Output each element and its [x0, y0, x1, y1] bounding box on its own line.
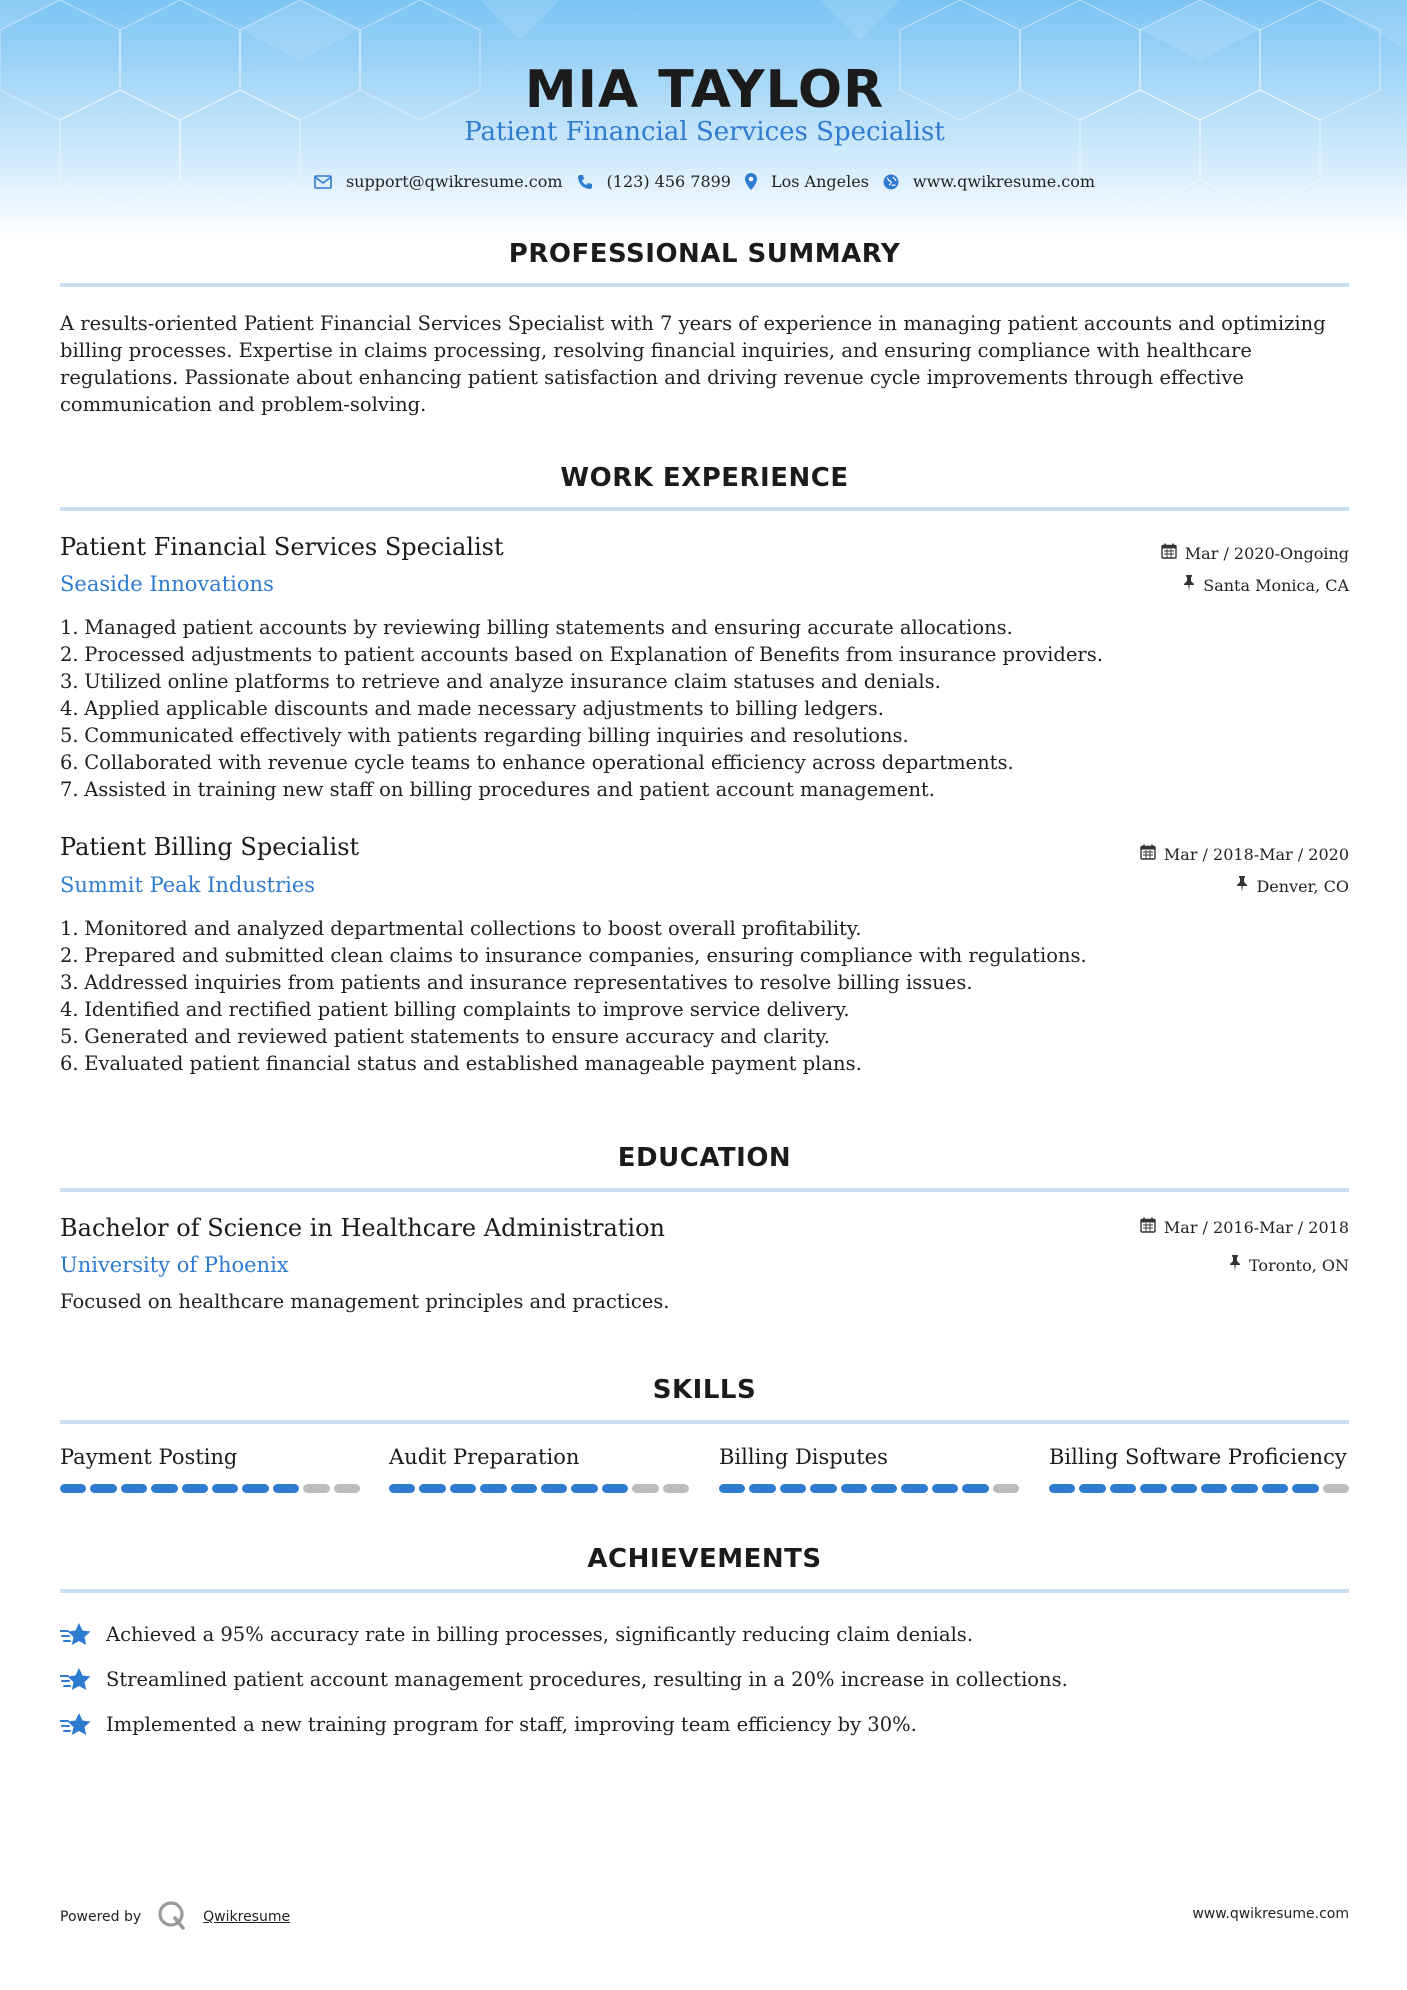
list-item: Achieved a 95% accuracy rate in billing processes, significantly reducing claim denials. [60, 1612, 1349, 1657]
list-item: 5. Generated and reviewed patient statements to ensure accuracy and clarity. [60, 1025, 830, 1048]
skill-level-bar [389, 1484, 689, 1493]
job-company: Summit Peak Industries [60, 873, 316, 897]
calendar-icon [1140, 844, 1156, 864]
skill-level-segment [632, 1484, 658, 1493]
skill-level-segment [511, 1484, 537, 1493]
achievements-divider [60, 1589, 1349, 1593]
calendar-icon [1140, 1217, 1156, 1237]
skill-level-segment [541, 1484, 567, 1493]
skill-level-segment [780, 1484, 806, 1493]
skill-level-segment [901, 1484, 927, 1493]
skill-level-segment [1140, 1484, 1166, 1493]
skill-level-segment [242, 1484, 268, 1493]
skill-level-segment [450, 1484, 476, 1493]
skill-item [719, 1445, 1019, 1493]
job-location-text: Denver, CO [1256, 876, 1349, 896]
job-location [1236, 876, 1349, 896]
education-dates [1140, 1217, 1349, 1237]
achievements-heading: ACHIEVEMENTS [587, 1544, 822, 1574]
degree-title: Bachelor of Science in Healthcare Administration [60, 1214, 665, 1242]
globe-icon [883, 174, 899, 190]
school-name: University of Phoenix [60, 1253, 289, 1277]
list-item: 1. Managed patient accounts by reviewing billing statements and ensuring accurate allocations. [60, 616, 1013, 639]
skill-level-segment [962, 1484, 988, 1493]
contact-phone[interactable] [577, 172, 731, 191]
skill-level-segment [841, 1484, 867, 1493]
qwikresume-logo-icon [157, 1900, 187, 1934]
location-text: Los Angeles [770, 172, 869, 191]
list-item: 4. Identified and rectified patient billing complaints to improve service delivery. [60, 998, 850, 1021]
skill-level-segment [1323, 1484, 1349, 1493]
skill-level-segment [749, 1484, 775, 1493]
list-item: 2. Processed adjustments to patient accounts based on Explanation of Benefits from insurance providers. [60, 643, 1103, 666]
skill-level-segment [1171, 1484, 1197, 1493]
education-heading: EDUCATION [617, 1143, 792, 1173]
skill-level-segment [932, 1484, 958, 1493]
candidate-title: Patient Financial Services Specialist [464, 117, 945, 147]
list-item: 4. Applied applicable discounts and made necessary adjustments to billing ledgers. [60, 697, 884, 720]
map-pin-icon [745, 173, 757, 190]
job-title: Patient Billing Specialist [60, 833, 360, 861]
job-company: Seaside Innovations [60, 572, 274, 596]
contact-bar [60, 172, 1349, 191]
list-item: 1. Monitored and analyzed departmental collections to boost overall profitability. [60, 917, 862, 940]
skill-level-segment [90, 1484, 116, 1493]
experience-heading: WORK EXPERIENCE [560, 463, 849, 493]
skill-level-bar [1049, 1484, 1349, 1493]
skill-level-segment [273, 1484, 299, 1493]
skill-level-segment [389, 1484, 415, 1493]
job-location-text: Santa Monica, CA [1203, 575, 1349, 595]
skill-item [1049, 1445, 1349, 1493]
skill-level-segment [60, 1484, 86, 1493]
skill-level-segment [1110, 1484, 1136, 1493]
email-text: support@qwikresume.com [345, 172, 563, 191]
skill-level-segment [419, 1484, 445, 1493]
footer-powered-by [60, 1900, 290, 1934]
skill-level-segment [993, 1484, 1019, 1493]
star-icon [60, 1622, 106, 1648]
list-item: 6. Collaborated with revenue cycle teams to enhance operational efficiency across departments. [60, 751, 1014, 774]
skill-level-segment [810, 1484, 836, 1493]
job-dates [1140, 844, 1349, 864]
skill-name: Payment Posting [60, 1445, 238, 1469]
skill-level-segment [182, 1484, 208, 1493]
list-item: 2. Prepared and submitted clean claims to insurance companies, ensuring compliance with regulations. [60, 944, 1087, 967]
achievements-list [60, 1612, 1349, 1747]
skills-divider [60, 1420, 1349, 1424]
pushpin-icon [1229, 1255, 1241, 1275]
job-location [1183, 575, 1349, 595]
summary-text: A results-oriented Patient Financial Services Specialist with 7 years of experience in managing patient accounts and optimizing billing processes. Expertise in claims processing, resolving financial inquiries, and ensuring compliance with healthcare regulations. Passionate about enhancing patient satisfaction and driving revenue cycle improvements through effective communication and problem-solving. [60, 312, 1326, 416]
skill-level-segment [303, 1484, 329, 1493]
website-text: www.qwikresume.com [912, 172, 1096, 191]
skill-level-segment [1262, 1484, 1288, 1493]
skill-level-segment [121, 1484, 147, 1493]
skill-level-segment [1231, 1484, 1257, 1493]
candidate-name: MIA TAYLOR [524, 60, 885, 120]
education-location [1229, 1255, 1349, 1275]
summary-heading: PROFESSIONAL SUMMARY [508, 239, 901, 269]
pushpin-icon [1183, 575, 1195, 595]
brand-link[interactable]: Qwikresume [203, 1909, 291, 1925]
skill-level-segment [719, 1484, 745, 1493]
contact-email[interactable] [314, 172, 563, 191]
education-description: Focused on healthcare management principles and practices. [60, 1290, 670, 1313]
skill-level-segment [212, 1484, 238, 1493]
skill-level-segment [480, 1484, 506, 1493]
phone-text: (123) 456 7899 [606, 172, 731, 191]
skill-level-segment [1292, 1484, 1318, 1493]
skill-level-bar [719, 1484, 1019, 1493]
list-item: 3. Utilized online platforms to retrieve and analyze insurance claim statuses and denials. [60, 670, 941, 693]
star-icon [60, 1667, 106, 1693]
job-dates [1161, 543, 1349, 563]
education-location-text: Toronto, ON [1249, 1255, 1349, 1275]
skill-level-bar [60, 1484, 360, 1493]
skill-name: Billing Software Proficiency [1049, 1445, 1347, 1469]
education-dates-text: Mar / 2016-Mar / 2018 [1163, 1217, 1349, 1237]
contact-website[interactable] [883, 172, 1095, 191]
list-item: Streamlined patient account management procedures, resulting in a 20% increase in collections. [60, 1657, 1349, 1702]
calendar-icon [1161, 543, 1177, 563]
skill-item [60, 1445, 360, 1493]
skill-level-segment [151, 1484, 177, 1493]
skills-heading: SKILLS [652, 1375, 757, 1405]
job-responsibilities [60, 614, 1349, 803]
star-icon [60, 1712, 106, 1738]
skill-level-segment [1079, 1484, 1105, 1493]
list-item: 3. Addressed inquiries from patients and insurance representatives to resolve billing issues. [60, 971, 973, 994]
skill-name: Billing Disputes [719, 1445, 888, 1469]
job-title: Patient Financial Services Specialist [60, 533, 504, 561]
skill-level-segment [1049, 1484, 1075, 1493]
skill-level-segment [334, 1484, 360, 1493]
list-item: Implemented a new training program for staff, improving team efficiency by 30%. [60, 1702, 1349, 1747]
skill-level-segment [663, 1484, 689, 1493]
skills-grid [60, 1445, 1349, 1505]
education-divider [60, 1188, 1349, 1192]
list-item: 6. Evaluated patient financial status and established manageable payment plans. [60, 1052, 862, 1075]
skill-name: Audit Preparation [389, 1445, 580, 1469]
pushpin-icon [1236, 876, 1248, 896]
skill-level-segment [1201, 1484, 1227, 1493]
skill-level-segment [602, 1484, 628, 1493]
contact-location [745, 172, 869, 191]
job-responsibilities [60, 915, 1349, 1077]
phone-icon [577, 174, 593, 190]
footer-website[interactable]: www.qwikresume.com [1192, 1906, 1349, 1922]
job-dates-text: Mar / 2020-Ongoing [1184, 543, 1349, 563]
job-dates-text: Mar / 2018-Mar / 2020 [1163, 844, 1349, 864]
skill-item [389, 1445, 689, 1493]
skill-level-segment [571, 1484, 597, 1493]
summary-divider [60, 283, 1349, 287]
list-item: 7. Assisted in training new staff on billing procedures and patient account management. [60, 778, 935, 801]
experience-divider [60, 507, 1349, 511]
envelope-icon [314, 175, 332, 189]
powered-by-label: Powered by [60, 1909, 142, 1925]
skill-level-segment [871, 1484, 897, 1493]
list-item: 5. Communicated effectively with patients regarding billing inquiries and resolutions. [60, 724, 909, 747]
